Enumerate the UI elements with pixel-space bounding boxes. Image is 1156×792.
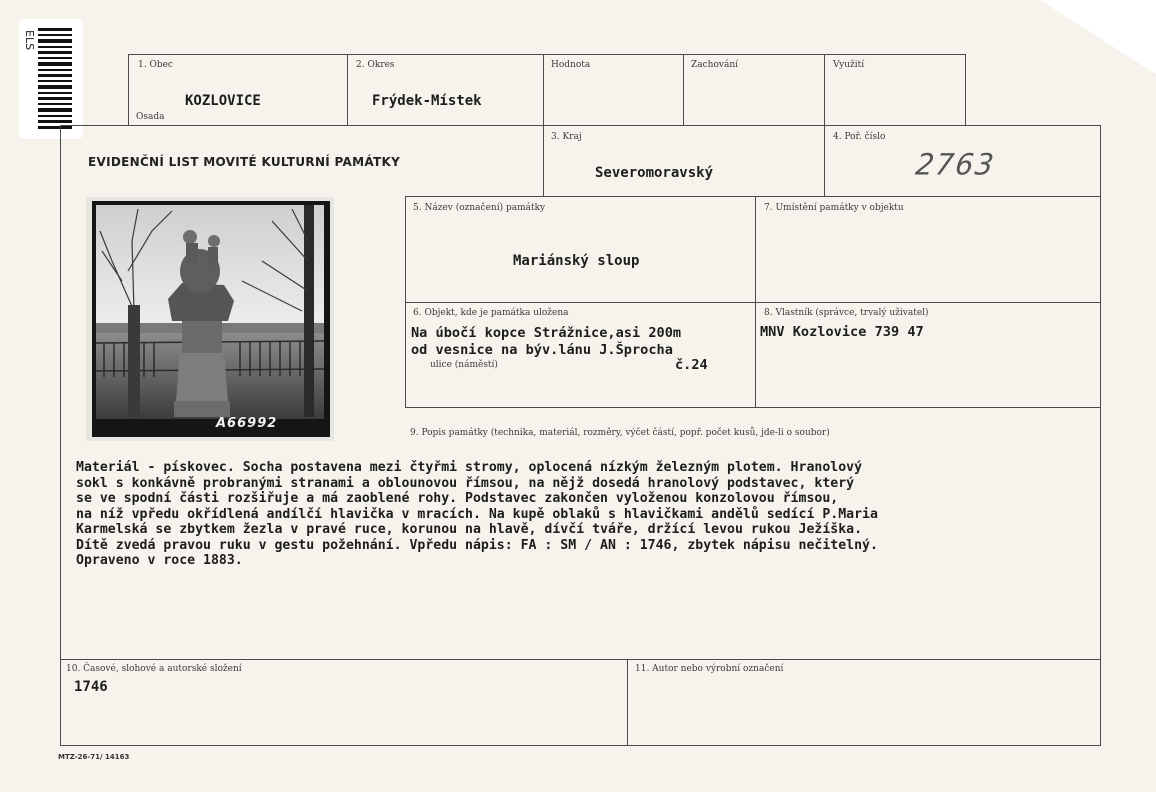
popis-line: Karmelská se zbytkem žezla v pravé ruce, korunou na hlavě, dívčí tváře, držící levou rukou Ježíška. (76, 522, 863, 537)
kraj-label: 3. Kraj (551, 132, 582, 142)
casove-label: 10. Časové, slohové a autorské složení (66, 664, 242, 674)
hodnota-label: Hodnota (551, 60, 591, 70)
rule (683, 54, 684, 126)
barcode (36, 28, 76, 132)
objekt-cislo: č.24 (675, 357, 708, 373)
popis-line: Dítě zvedá pravou ruku v gestu požehnání. Vpředu nápis: FA : SM / AN : 1746, zbytek nápisu nečitelný. (76, 537, 878, 553)
rule (627, 659, 628, 745)
autor-label: 11. Autor nebo výrobní označení (635, 664, 784, 674)
nazev-value: Mariánský sloup (513, 253, 640, 269)
popis-line: se ve spodní části rozšiřuje a má zaoblené rohy. Podstavec zakončen vyloženou konzolovou římsou, (76, 491, 839, 506)
popis-line: Opraveno v roce 1883. (76, 553, 243, 568)
popis-text (76, 460, 1106, 569)
vyuziti-label: Využití (833, 60, 865, 70)
popis-line: Materiál - pískovec. Socha postavena mezi čtyřmi stromy, oplocená nízkým železným plotem. Hranolový (76, 460, 863, 475)
popis-line: na níž vpředu okřídlená andílčí hlavička v mracích. Na kupě oblaků s hlavičkami andělů sedící P.Maria (76, 506, 878, 522)
popis-label: 9. Popis památky (technika, materiál, rozměry, výčet částí, popř. počet kusů, jde-li o soubor) (410, 428, 830, 438)
form-code: MTZ-26-71/ 14163 (58, 753, 130, 761)
rule (347, 54, 348, 126)
okres-label: 2. Okres (356, 60, 395, 70)
statue-photo-image (92, 201, 330, 437)
statue-photo (92, 201, 330, 437)
objekt-label: 6. Objekt, kde je památka uložena (413, 308, 569, 318)
ulice-label: ulice (náměstí) (430, 360, 498, 370)
por-cislo-label: 4. Poř. číslo (833, 132, 886, 142)
osada-label: Osada (136, 112, 165, 122)
rule (965, 54, 966, 126)
rule (405, 407, 1100, 408)
rule (60, 125, 61, 745)
kraj-value: Severomoravský (595, 165, 714, 181)
objekt-line-2: od vesnice na býv.lánu J.Šprocha (411, 342, 673, 358)
rule (1100, 125, 1101, 745)
rule (60, 659, 1100, 660)
obec-value: KOZLOVICE (185, 93, 261, 109)
vlastnik-value: MNV Kozlovice 739 47 (760, 324, 924, 340)
rule (60, 745, 1101, 746)
objekt-line-1: Na úbočí kopce Strážnice,asi 200m (411, 325, 682, 341)
rule (405, 196, 1100, 197)
nazev-label: 5. Název (označení) památky (413, 203, 546, 213)
zachovani-label: Zachování (691, 60, 738, 70)
obec-label: 1. Obec (138, 60, 173, 70)
sticker-text: ELS (23, 30, 36, 51)
vlastnik-label: 8. Vlastník (správce, trvalý uživatel) (764, 308, 929, 318)
umisteni-label: 7. Umístění památky v objektu (764, 203, 904, 213)
rule (128, 54, 966, 55)
okres-value: Frýdek-Místek (372, 93, 482, 109)
rule (405, 302, 1100, 303)
rule (60, 125, 1100, 126)
form-title: EVIDENČNÍ LIST MOVITÉ KULTURNÍ PAMÁTKY (88, 155, 401, 169)
por-cislo-value: 2763 (913, 147, 998, 182)
casove-value: 1746 (74, 679, 108, 695)
rule (128, 54, 129, 126)
photo-archive-code: A66992 (216, 416, 278, 431)
popis-line: sokl s konkávně probranými stranami a oblounovou římsou, na nějž dosedá hranolový podstavec, který (76, 475, 855, 491)
